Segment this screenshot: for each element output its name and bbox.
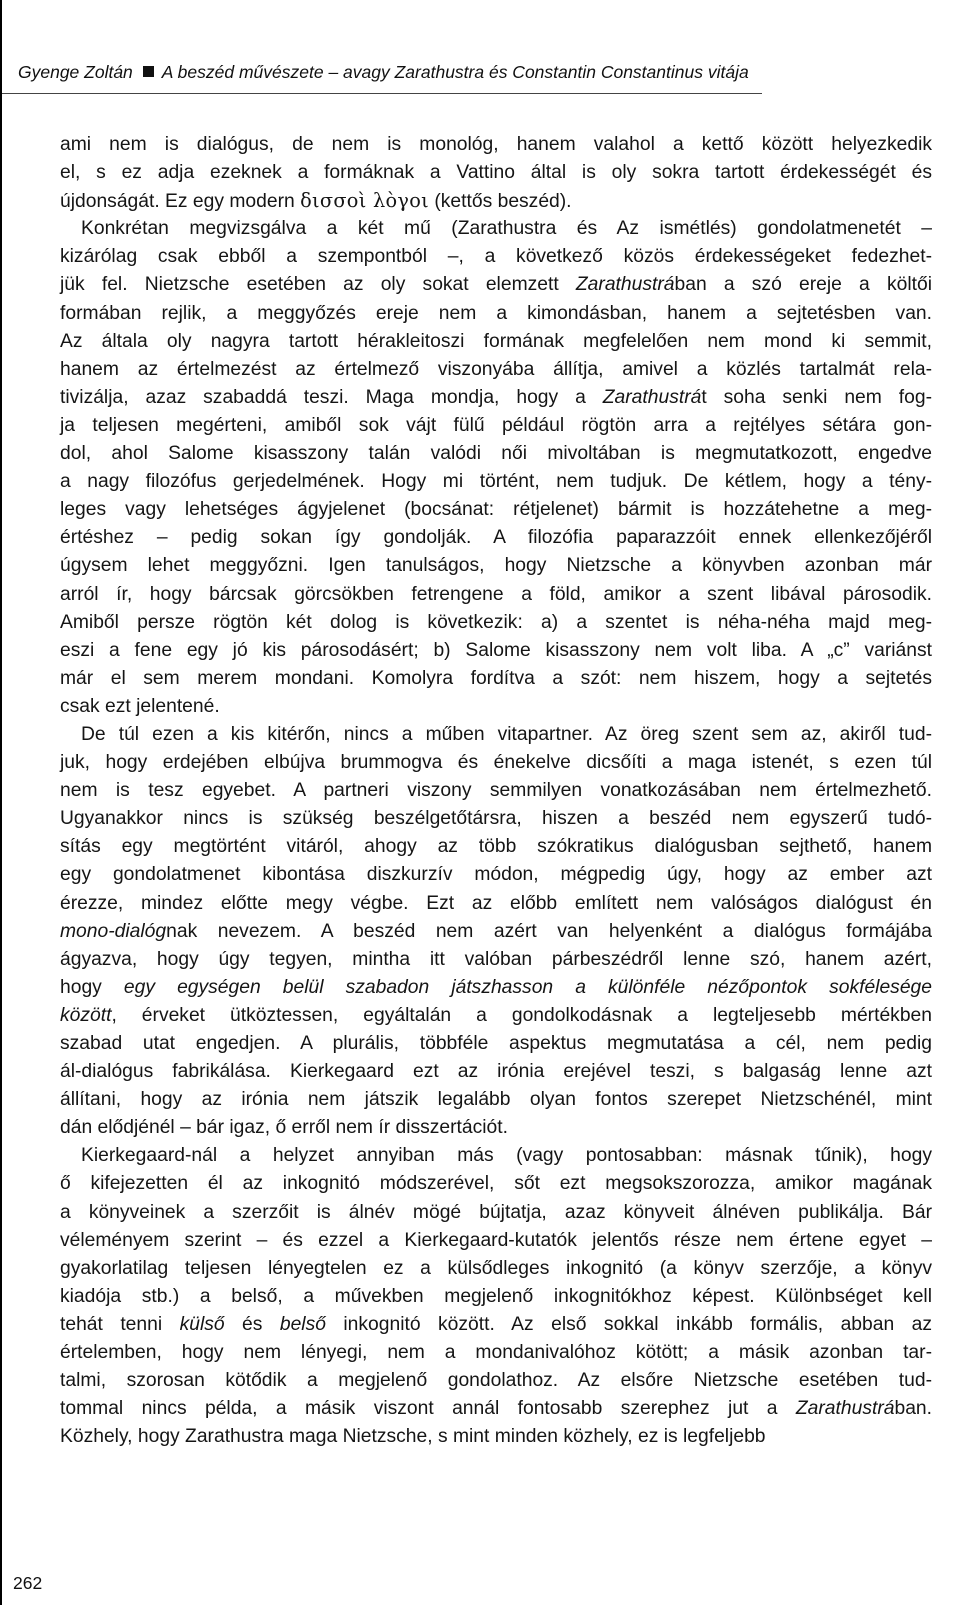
italic-text: belső — [279, 1313, 326, 1335]
text-segment: eszi a fene egy jó kis párosodásért; b) Salome kisasszony nem volt liba. A „c” variánst — [60, 639, 932, 661]
text-line — [60, 890, 932, 918]
text-segment: dán elődjénél – bár igaz, ő erről nem ír disszertációt. — [60, 1117, 508, 1139]
italic-text: Zarathustrá — [795, 1398, 895, 1420]
text-line — [60, 1339, 932, 1367]
text-line — [60, 1367, 932, 1395]
text-segment: (kettős beszéd). — [429, 191, 572, 213]
text-segment: sítás egy megtörtént vitáról, ahogy az több szókratikus dialógusban sejthető, hanem — [60, 836, 932, 858]
text-line — [60, 1002, 932, 1030]
text-segment: jük fel. Nietzsche esetében az oly sokat elemzett — [60, 274, 576, 296]
text-segment: kiadója stb.) a belső, a művekben megjelenő inkognitókhoz képest. Különbséget kell — [60, 1285, 932, 1307]
text-segment: Az általa oly nagyra tartott hérakleitoszi formának megfelelően nem mond ki semmit, — [60, 330, 932, 352]
text-segment: De túl ezen a kis kitérőn, nincs a műben vitapartner. Az öreg szent sem az, akiről tud- — [81, 723, 932, 745]
text-line — [60, 215, 932, 243]
text-line — [60, 524, 932, 552]
text-line — [60, 187, 932, 215]
text-segment: a könyveinek a szerzőit is álnév mögé bújtatja, azaz könyveit álnéven publikálja. Bár — [60, 1201, 932, 1223]
text-line — [60, 805, 932, 833]
text-segment: arról ír, hogy bárcsak görcsökben fetrengene a föld, amikor a szent libával párosodik. — [60, 583, 932, 605]
text-segment: úgysem lehet meggyőzni. Igen tanulságos, hogy Nietzsche a könyvben azonban már — [60, 555, 932, 577]
text-line — [60, 749, 932, 777]
text-segment: már el sem merem mondani. Komolyra fordítva a szót: nem hiszem, hogy a sejtetés — [60, 667, 932, 689]
text-line — [60, 1227, 932, 1255]
text-line — [60, 1255, 932, 1283]
text-line — [60, 693, 932, 721]
text-line — [60, 1086, 932, 1114]
text-line — [60, 946, 932, 974]
text-line — [60, 1058, 932, 1086]
text-line — [60, 833, 932, 861]
text-segment: Konkrétan megvizsgálva a két mű (Zarathustra és Az ismétlés) gondolatmenetét – — [81, 218, 932, 240]
text-segment: nem is tesz egyebet. A partneri viszony semmilyen vonatkozásában nem értelmezhető. — [60, 780, 932, 802]
text-line — [60, 328, 932, 356]
running-head-author: Gyenge Zoltán — [18, 62, 133, 82]
text-line — [60, 861, 932, 889]
left-margin-rule — [0, 0, 2, 1605]
text-segment: inkognitó között. Az első sokkal inkább formális, abban az — [325, 1313, 932, 1335]
text-segment: tivizálja, azaz szabaddá teszi. Maga mondja, hogy a — [60, 386, 603, 408]
text-segment: formában rejlik, a meggyőzés ereje nem a kimondásban, hanem a sejtetésben van. — [60, 302, 932, 324]
text-segment: ban a szó ereje a költői — [674, 274, 932, 296]
text-segment: és — [224, 1313, 280, 1335]
text-segment: állítani, hogy az irónia nem játszik legalább olyan fontos szerepet Nietzschénél, mint — [60, 1089, 932, 1111]
text-line — [60, 1030, 932, 1058]
text-segment: Ugyanakkor nincs is szükség beszélgetőtársra, hiszen a beszéd nem egyszerű tudó- — [60, 808, 932, 830]
text-segment: érezze, mindez előtte megy végbe. Ezt az előbb említett nem valóságos dialógust én — [60, 892, 932, 914]
header-rule — [2, 93, 762, 94]
text-segment: ágyazva, hogy úgy tegyen, mintha itt valóban párbeszédről lenne szó, hanem azért, — [60, 948, 932, 970]
text-line — [60, 609, 932, 637]
text-line — [60, 384, 932, 412]
italic-text: külső — [179, 1313, 225, 1335]
text-line — [60, 412, 932, 440]
text-line — [60, 581, 932, 609]
greek-text: δισσοὶ λὸγοι — [300, 189, 430, 213]
text-line — [60, 974, 932, 1002]
text-segment: t soha senki nem fog- — [701, 386, 932, 408]
text-segment: értelemben, hogy nem lényegi, nem a mondanivalóhoz kötött; a másik azonban tar- — [60, 1342, 932, 1364]
text-line — [60, 1283, 932, 1311]
running-head — [18, 62, 749, 83]
text-line — [60, 440, 932, 468]
text-segment: kizárólag csak ebből a szempontból –, a következő közös érdekességeket fedezhet- — [60, 246, 932, 268]
text-segment: ami nem is dialógus, de nem is monológ, hanem valahol a kettő között helyezkedik — [60, 134, 932, 155]
text-line — [60, 637, 932, 665]
text-line — [60, 1114, 932, 1142]
text-line — [60, 777, 932, 805]
text-segment: szabad utat engedjen. A plurális, többféle aspektus megmutatása a cél, nem pedig — [60, 1033, 932, 1054]
text-line — [60, 356, 932, 384]
text-segment: ál-dialógus fabrikálása. Kierkegaard ezt az irónia erejével teszi, s balgaság lenne azt — [60, 1061, 932, 1083]
text-segment: csak ezt jelentené. — [60, 695, 220, 717]
text-line — [60, 1170, 932, 1198]
text-segment: véleményem szerint – és ezzel a Kierkegaard-kutatók jelentős része nem értene egyet – — [60, 1229, 932, 1251]
text-segment: ja teljesen megérteni, amiből sok vájt fülű például rögtön arra a rejtélyes sétára gon- — [60, 414, 932, 436]
text-line — [60, 300, 932, 328]
text-segment: hogy — [60, 976, 124, 998]
text-line — [60, 1311, 932, 1339]
text-segment: a nagy filozófus gerjedelmének. Hogy mi történt, nem tudjuk. De kétlem, hogy a tény- — [60, 471, 932, 493]
text-segment: Amiből persze rögtön két dolog is következik: a) a szentet is néha-néha majd meg- — [60, 611, 932, 633]
text-segment: nak nevezem. A beszéd nem azért van helyenként a dialógus formájába — [166, 920, 932, 942]
text-segment: dol, ahol Salome kisasszony talán valódi női mivoltában is megmutatkozott, engedve — [60, 443, 932, 465]
text-segment: ban. — [894, 1398, 932, 1420]
text-segment: Kierkegaard-nál a helyzet annyiban más (vagy pontosabban: másnak tűnik), hogy — [81, 1145, 932, 1167]
text-segment: ő kifejezetten él az inkognitó módszerével, sőt ezt megsokszorozza, amikor magának — [60, 1173, 932, 1195]
text-segment: értéshez – pedig sokan így gondolják. A filozófia paparazzóit ennek ellenkezőjéről — [60, 527, 932, 549]
text-segment: el, s ez adja ezeknek a formáknak a Vattino által is oly sokra tartott érdekességét és — [60, 162, 932, 184]
text-line — [60, 243, 932, 271]
text-line — [60, 1395, 932, 1423]
italic-text: között — [60, 1004, 112, 1026]
text-segment: gyakorlatilag teljesen lényegtelen ez a külsődleges inkognitó (a könyv szerzője, a könyv — [60, 1257, 932, 1279]
italic-text: egy egységen belül szabadon játszhasson a különféle nézőpontok sokfélesége — [123, 976, 932, 998]
text-line — [60, 721, 932, 749]
text-segment: Közhely, hogy Zarathustra maga Nietzsche, s mint minden közhely, ez is legfeljebb — [60, 1426, 766, 1448]
italic-text: Zarathustrá — [575, 274, 675, 296]
text-line — [60, 665, 932, 693]
text-line — [60, 159, 932, 187]
text-segment: tehát tenni — [60, 1313, 180, 1335]
text-line — [60, 271, 932, 299]
text-line — [60, 131, 932, 159]
square-bullet-icon — [143, 66, 154, 77]
text-line — [60, 496, 932, 524]
text-line — [60, 468, 932, 496]
text-line — [60, 552, 932, 580]
page-number: 262 — [13, 1573, 43, 1593]
running-head-title: A beszéd művészete – avagy Zarathustra és Constantin Constantinus vitája — [161, 62, 749, 82]
text-segment: tommal nincs példa, a másik viszont annál fontosabb szerephez jut a — [60, 1398, 796, 1420]
text-segment: hanem az értelmezést az értelmező viszonyába állítja, amivel a közlés tartalmát rela- — [60, 358, 932, 380]
text-segment: leges vagy lehetséges ágyjelenet (bocsánat: rétjelenet) bármit is hozzátehetne a meg- — [60, 499, 932, 521]
text-line — [60, 1423, 932, 1451]
text-segment: juk, hogy erdejében elbújva brummogva és énekelve dicsőíti a maga istenét, s ezen túl — [60, 752, 932, 774]
text-line — [60, 1142, 932, 1170]
italic-text: Zarathustrá — [602, 386, 702, 408]
text-line — [60, 918, 932, 946]
italic-text: mono-dialóg — [60, 920, 167, 942]
text-segment: , érveket ütköztessen, egyáltalán a gondolkodásnak a legteljesebb mértékben — [111, 1004, 932, 1026]
body-text — [60, 131, 932, 1451]
text-segment: újdonságát. Ez egy modern — [60, 191, 301, 213]
text-segment: egy gondolatmenet kibontása diszkurzív módon, mégpedig úgy, hogy az ember azt — [60, 864, 932, 886]
text-segment: talmi, szorosan kötődik a megjelenő gondolathoz. Az elsőre Nietzsche esetében tud- — [60, 1370, 932, 1392]
text-line — [60, 1199, 932, 1227]
